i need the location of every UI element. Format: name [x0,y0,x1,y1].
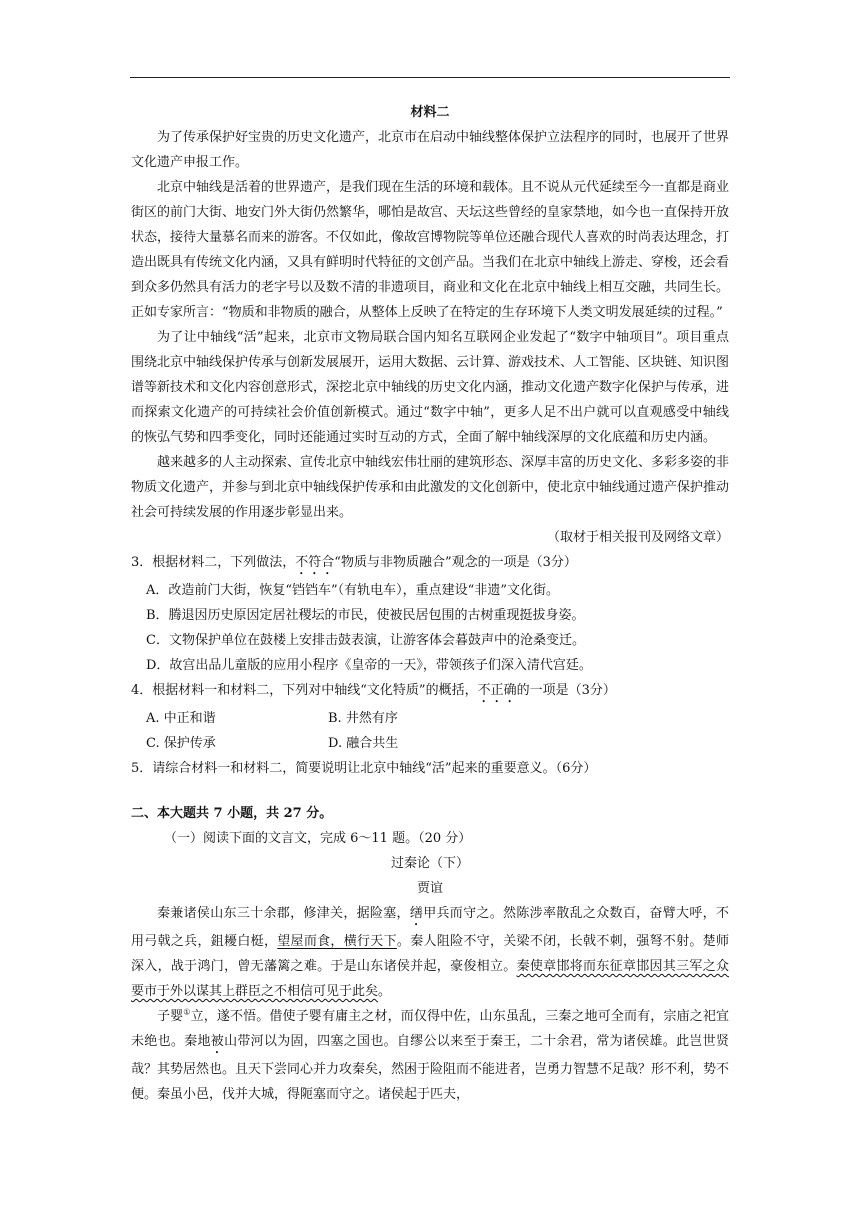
material2-paragraph-2: 北京中轴线是活着的世界遗产，是我们现在生活的环境和载体。且不说从元代延续至今一直都是商业街区的前门大街、地安门外大街仍然繁华，哪怕是故宫、天坛这些曾经的皇家禁地，如今也一直保持开放状态，接待大量慕名而来的游客。不仅如此，像故宫博物院等单位还融合现代人喜欢的时尚表达理念，打造出既具有传统文化内涵，又具有鲜明时代特征的文创产品。当我们在北京中轴线上游走、穿梭，还会看到众多仍然具有活力的老字号以及数不清的非遗项目，商业和文化在北京中轴线上相互交融，共同生长。正如专家所言：“物质和非物质的融合，从整体上反映了在特定的生存环境下人类文明发展延续的过程。” [131,180,730,320]
essay-p1-d: 。 [378,984,392,999]
question-4-option-b[interactable]: B. 井然有序 [328,711,398,726]
section-2-title: 二、本大题共 7 小题，共 27 分。 [131,806,333,821]
material2-source: （取材于相关报刊及网络文章） [546,530,729,545]
question-3-stem-post: “物质与非物质融合”观念的一项是（3分） [334,555,577,570]
material2-paragraph-3: 为了让中轴线“活”起来，北京市文物局联合国内知名互联网企业发起了“数字中轴项目”。项目重点围绕北京中轴线保护传承与创新发展展开，运用大数据、云计算、游戏技术、人工智能、区块链、知识图谱等新技术和文化内容创意形式，深挖北京中轴线的历史文化内涵，推动文化遗产数字化保护与传承，进而探索文化遗产的可持续社会价值创新模式。通过“数字中轴”，更多人足不出户就可以直观感受中轴线的恢弘气势和四季变化，同时还能通过实时互动的方式，全面了解中轴线深厚的文化底蕴和历史内涵。 [131,330,730,445]
footnote-marker: ① [183,1007,191,1017]
essay-paragraph-1 [131,901,729,1004]
question-3-option-b[interactable]: B．腾退因历史原因定居社稷坛的市民，使被民居包围的古树重现挺拔身姿。 [146,608,585,623]
essay-p1-wavy: 秦使章邯将而东征章邯因其三军之众要市于外以谋其上群臣之不相信可见于此矣 [131,959,729,999]
section-2-subtitle: （一）阅读下面的文言文，完成 6～11 题。（20 分） [164,831,472,846]
essay-p2-dot: 被 [210,1034,225,1049]
question-4-stem-pre: 4．根据材料一和材料二，下列对中轴线“文化特质”的概括， [131,683,478,698]
material2-paragraph-1: 为了传承保护好宝贵的历史文化遗产，北京市在启动中轴线整体保护立法程序的同时，也展开了世界文化遗产申报工作。 [131,130,730,170]
question-3 [131,550,729,578]
question-4-option-d[interactable]: D. 融合共生 [328,736,399,751]
essay-p1-underline: 望屋而食，横行天下 [277,934,397,949]
question-4-emphasis: 不正确 [477,683,517,698]
question-4-option-c[interactable]: C. 保护传承 [146,736,216,751]
question-5: 5．请综合材料一和材料二，简要说明让北京中轴线“活”起来的重要意义。（6分） [131,761,597,776]
question-3-option-d[interactable]: D．故宫出品儿童版的应用小程序《皇帝的一天》，带领孩子们深入清代宫廷。 [146,658,592,673]
question-3-stem-pre: 3．根据材料二，下列做法， [131,555,296,570]
question-4-options-row-2 [131,731,729,756]
essay-author: 贾谊 [416,881,443,896]
essay-p2-c: 山带河以为固，四塞之国也。自缪公以来至于秦王，二十余君，常为诸侯雄。此岂世贤哉？其势居然也。且天下尝同心并力攻秦矣，然困于险阻而不能进者，岂勇力智慧不足哉？形不利，势不便。秦虽小邑，伐并大城，得阨塞而守之。诸侯起于匹夫， [131,1034,730,1102]
question-3-option-c[interactable]: C．文物保护单位在鼓楼上安排击鼓表演，让游客体会暮鼓声中的沧桑变迁。 [146,633,585,648]
essay-p2-b: 立，遂不悟。借使子婴有庸主之材，而仅得中佐，山东虽乱，三秦之地可全而有，宗庙之祀宜未绝也。秦地 [131,1009,729,1049]
question-3-emphasis: 不符合 [295,555,335,570]
essay-p1-c: 。秦人阻险不守，关梁不闭，长戟不刺，强弩不射。楚师深入，战于鸿门，曾无藩篱之难。于是山东诸侯并起，豪俊相立。 [131,934,729,974]
essay-p1-dot: 缮 [409,906,424,921]
question-4-options-row-1 [131,706,729,731]
question-3-option-a[interactable]: A．改造前门大街，恢复“铛铛车”（有轨电车），重点建设“非遗”文化街。 [146,583,559,598]
essay-p1-a: 秦兼诸侯山东三十余郡，修津关，据险塞， [157,906,410,921]
material2-paragraph-4: 越来越多的人主动探索、宣传北京中轴线宏伟壮丽的建筑形态、深厚丰富的历史文化、多彩多姿的非物质文化遗产，并参与到北京中轴线保护传承和由此激发的文化创新中，使北京中轴线通过遗产保护推动社会可持续发展的作用逐步彰显出来。 [131,455,730,520]
material2-heading: 材料二 [410,105,450,120]
essay-p1-b: 甲兵而守之。然陈涉率散乱之众数百，奋臂大呼，不用弓戟之兵，鉏耰白梃， [131,906,729,949]
header-rule [130,77,730,78]
essay-title: 过秦论（下） [390,856,469,871]
question-4-option-a[interactable]: A. 中正和谐 [146,711,216,726]
essay-p2-a: 子婴 [157,1009,184,1024]
essay-paragraph-2 [131,1004,729,1107]
exam-page [131,100,729,1107]
question-4 [131,678,729,706]
question-4-stem-post: 的一项是（3分） [516,683,616,698]
